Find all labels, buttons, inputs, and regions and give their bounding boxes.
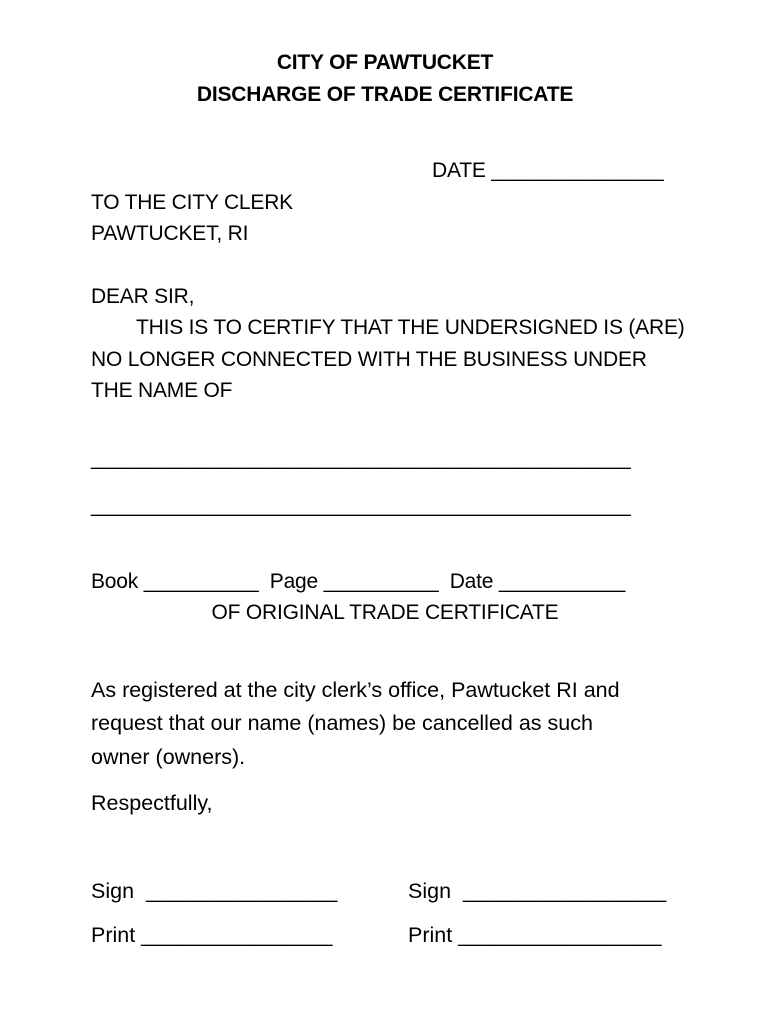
request-line-1: As registered at the city clerk’s office, Pawtucket RI and — [91, 678, 620, 702]
original-certificate-caption: OF ORIGINAL TRADE CERTIFICATE — [211, 601, 559, 624]
print-line-right: Print _________________ — [408, 923, 662, 947]
addressee-line-2: PAWTUCKET, RI — [91, 222, 249, 245]
sign-line-left: Sign ________________ — [91, 879, 338, 903]
closing: Respectfully, — [91, 791, 213, 815]
sign-line-right: Sign _________________ — [408, 879, 667, 903]
business-name-blank-2: _______________________________________________ — [91, 494, 631, 517]
certify-line-3: THE NAME OF — [91, 379, 233, 402]
form-title: DISCHARGE OF TRADE CERTIFICATE — [196, 83, 574, 106]
salutation: DEAR SIR, — [91, 285, 195, 308]
addressee-line-1: TO THE CITY CLERK — [91, 191, 293, 214]
business-name-blank-1: _______________________________________________ — [91, 447, 631, 470]
certify-line-1: THIS IS TO CERTIFY THAT THE UNDERSIGNED IS (ARE) — [136, 316, 685, 339]
request-line-3: owner (owners). — [91, 745, 246, 769]
print-line-left: Print ________________ — [91, 923, 333, 947]
date-field: DATE _______________ — [432, 159, 664, 182]
request-line-2: request that our name (names) be cancelled as such — [91, 711, 593, 735]
city-heading: CITY OF PAWTUCKET — [276, 51, 494, 74]
certify-line-2: NO LONGER CONNECTED WITH THE BUSINESS UNDER — [91, 348, 647, 371]
book-page-date-line: Book __________ Page __________ Date ___________ — [91, 570, 626, 593]
